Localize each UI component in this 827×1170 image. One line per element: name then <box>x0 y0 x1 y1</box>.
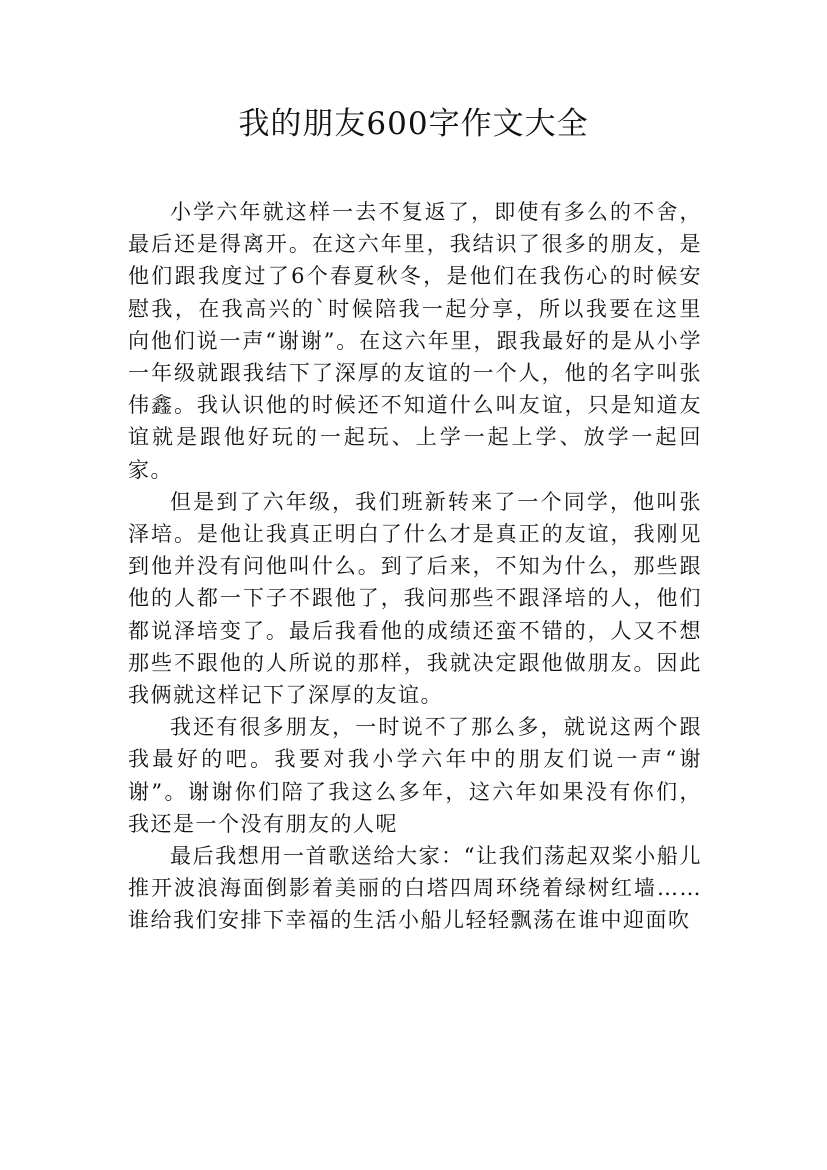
document-body <box>128 196 702 937</box>
document-title: 我的朋友600字作文大全 <box>238 106 589 142</box>
paragraph-4: 最后我想用一首歌送给大家：“让我们荡起双桨小船儿推开波浪海面倒影着美丽的白塔四周环绕着绿树红墙……谁给我们安排下幸福的生活小船儿轻轻飘荡在谁中迎面吹 <box>128 844 702 933</box>
paragraph-3: 我还有很多朋友，一时说不了那么多，就说这两个跟我最好的吧。我要对我小学六年中的朋友们说一声“谢谢”。谢谢你们陪了我这么多年，这六年如果没有你们，我还是一个没有朋友的人呢 <box>128 715 702 836</box>
paragraph-1: 小学六年就这样一去不复返了，即使有多么的不舍，最后还是得离开。在这六年里，我结识了很多的朋友，是他们跟我度过了6个春夏秋冬，是他们在我伤心的时候安慰我，在我高兴的`时候陪我一起分享，所以我要在这里向他们说一声“谢谢”。在这六年里，跟我最好的是从小学一年级就跟我结下了深厚的友谊的一个人，他的名字叫张伟鑫。我认识他的时候还不知道什么叫友谊，只是知道友谊就是跟他好玩的一起玩、上学一起上学、放学一起回家。 <box>128 200 702 482</box>
paragraph-2: 但是到了六年级，我们班新转来了一个同学，他叫张泽培。是他让我真正明白了什么才是真正的友谊，我刚见到他并没有问他叫什么。到了后来，不知为什么，那些跟他的人都一下子不跟他了，我问那些不跟泽培的人，他们都说泽培变了。最后我看他的成绩还蛮不错的，人又不想那些不跟他的人所说的那样，我就决定跟他做朋友。因此我俩就这样记下了深厚的友谊。 <box>128 489 702 708</box>
